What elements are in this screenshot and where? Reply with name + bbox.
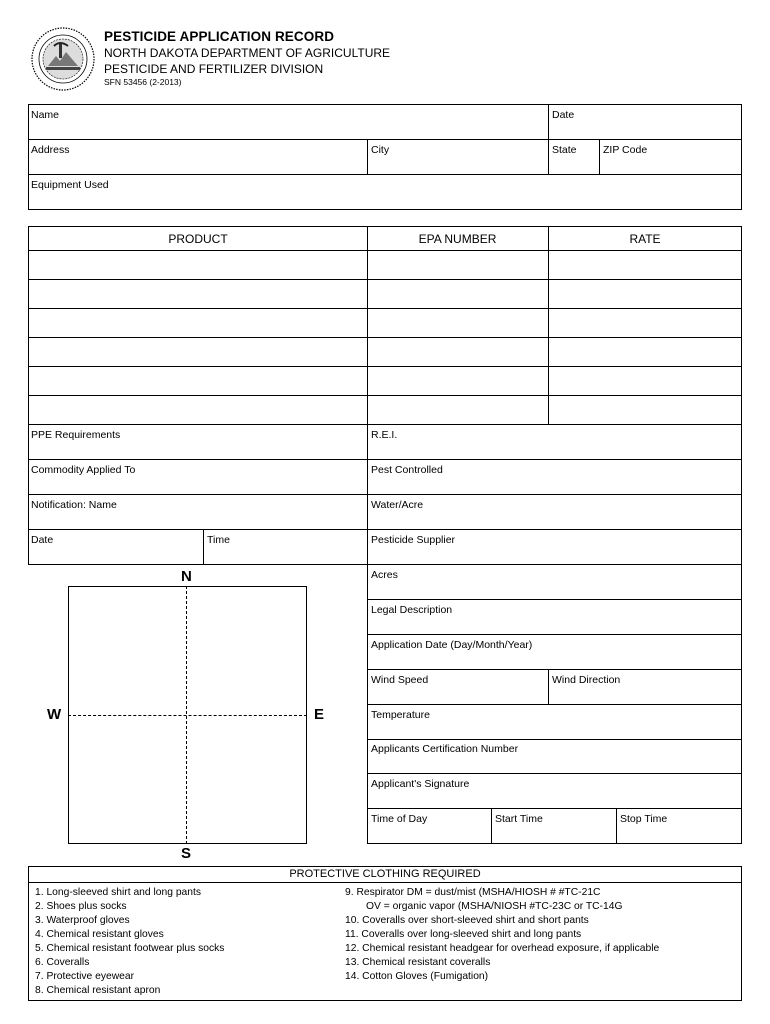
form-title: PESTICIDE APPLICATION RECORD: [104, 29, 335, 44]
equipment-label: Equipment Used: [31, 179, 109, 191]
city-label: City: [371, 144, 390, 156]
date-field[interactable]: [552, 123, 741, 139]
protective-item-3: 3. Waterproof gloves: [35, 915, 130, 926]
city-field[interactable]: [371, 158, 547, 174]
notification-date-label: Date: [31, 534, 54, 546]
ppe-label: PPE Requirements: [31, 429, 121, 441]
nd-state-seal-icon: [30, 26, 96, 92]
protective-item-12: 12. Chemical resistant headgear for overhead exposure, if applicable: [345, 943, 660, 954]
protective-item-14: 14. Cotton Gloves (Fumigation): [345, 971, 489, 982]
wind-speed-label: Wind Speed: [371, 674, 429, 686]
address-field[interactable]: [31, 158, 365, 174]
date-label: Date: [552, 109, 575, 121]
state-field[interactable]: [552, 158, 600, 174]
product-header: PRODUCT: [168, 232, 228, 246]
address-label: Address: [31, 144, 70, 156]
map-horizontal-axis: [68, 715, 307, 716]
protective-clothing-title: PROTECTIVE CLOTHING REQUIRED: [289, 868, 481, 880]
stop-time-label: Stop Time: [620, 813, 668, 825]
protective-item-9-ov: OV = organic vapor (MSHA/NIOSH #TC-23C or TC-14G: [366, 901, 623, 912]
protective-item-1: 1. Long-sleeved shirt and long pants: [35, 887, 202, 898]
signature-label: Applicant's Signature: [371, 778, 470, 790]
notification-label: Notification: Name: [31, 499, 117, 511]
protective-item-10: 10. Coveralls over short-sleeved shirt and short pants: [345, 915, 589, 926]
compass-west: W: [47, 706, 62, 723]
protective-item-2: 2. Shoes plus socks: [35, 901, 127, 912]
form-number: SFN 53456 (2-2013): [104, 77, 182, 87]
name-field[interactable]: [31, 123, 545, 139]
supplier-label: Pesticide Supplier: [371, 534, 456, 546]
state-label: State: [552, 144, 577, 156]
start-time-label: Start Time: [495, 813, 543, 825]
epa-number-header: EPA NUMBER: [418, 232, 497, 246]
equipment-field[interactable]: [31, 193, 740, 209]
rei-label: R.E.I.: [371, 429, 398, 441]
protective-item-13: 13. Chemical resistant coveralls: [345, 957, 491, 968]
zip-field[interactable]: [603, 158, 742, 174]
application-date-label: Application Date (Day/Month/Year): [371, 639, 533, 651]
time-of-day-label: Time of Day: [371, 813, 428, 825]
department-name: NORTH DAKOTA DEPARTMENT OF AGRICULTURE: [104, 46, 391, 60]
certification-number-label: Applicants Certification Number: [371, 743, 519, 755]
notification-time-label: Time: [207, 534, 230, 546]
compass-south: S: [181, 845, 192, 862]
protective-item-9: 9. Respirator DM = dust/mist (MSHA/HIOSH # #TC-21C: [345, 887, 601, 898]
compass-east: E: [314, 706, 325, 723]
acres-label: Acres: [371, 569, 398, 581]
water-label: Water/Acre: [371, 499, 424, 511]
commodity-label: Commodity Applied To: [31, 464, 136, 476]
temperature-label: Temperature: [371, 709, 430, 721]
protective-item-8: 8. Chemical resistant apron: [35, 985, 161, 996]
division-name: PESTICIDE AND FERTILIZER DIVISION: [104, 62, 324, 76]
protective-item-6: 6. Coveralls: [35, 957, 90, 968]
protective-item-7: 7. Protective eyewear: [35, 971, 135, 982]
zip-label: ZIP Code: [603, 144, 648, 156]
name-label: Name: [31, 109, 60, 121]
pest-label: Pest Controlled: [371, 464, 443, 476]
protective-item-5: 5. Chemical resistant footwear plus socks: [35, 943, 225, 954]
rate-header: RATE: [629, 232, 661, 246]
compass-north: N: [181, 568, 192, 585]
legal-description-label: Legal Description: [371, 604, 453, 616]
wind-direction-label: Wind Direction: [552, 674, 621, 686]
protective-item-4: 4. Chemical resistant gloves: [35, 929, 164, 940]
protective-item-11: 11. Coveralls over long-sleeved shirt and long pants: [345, 929, 582, 940]
